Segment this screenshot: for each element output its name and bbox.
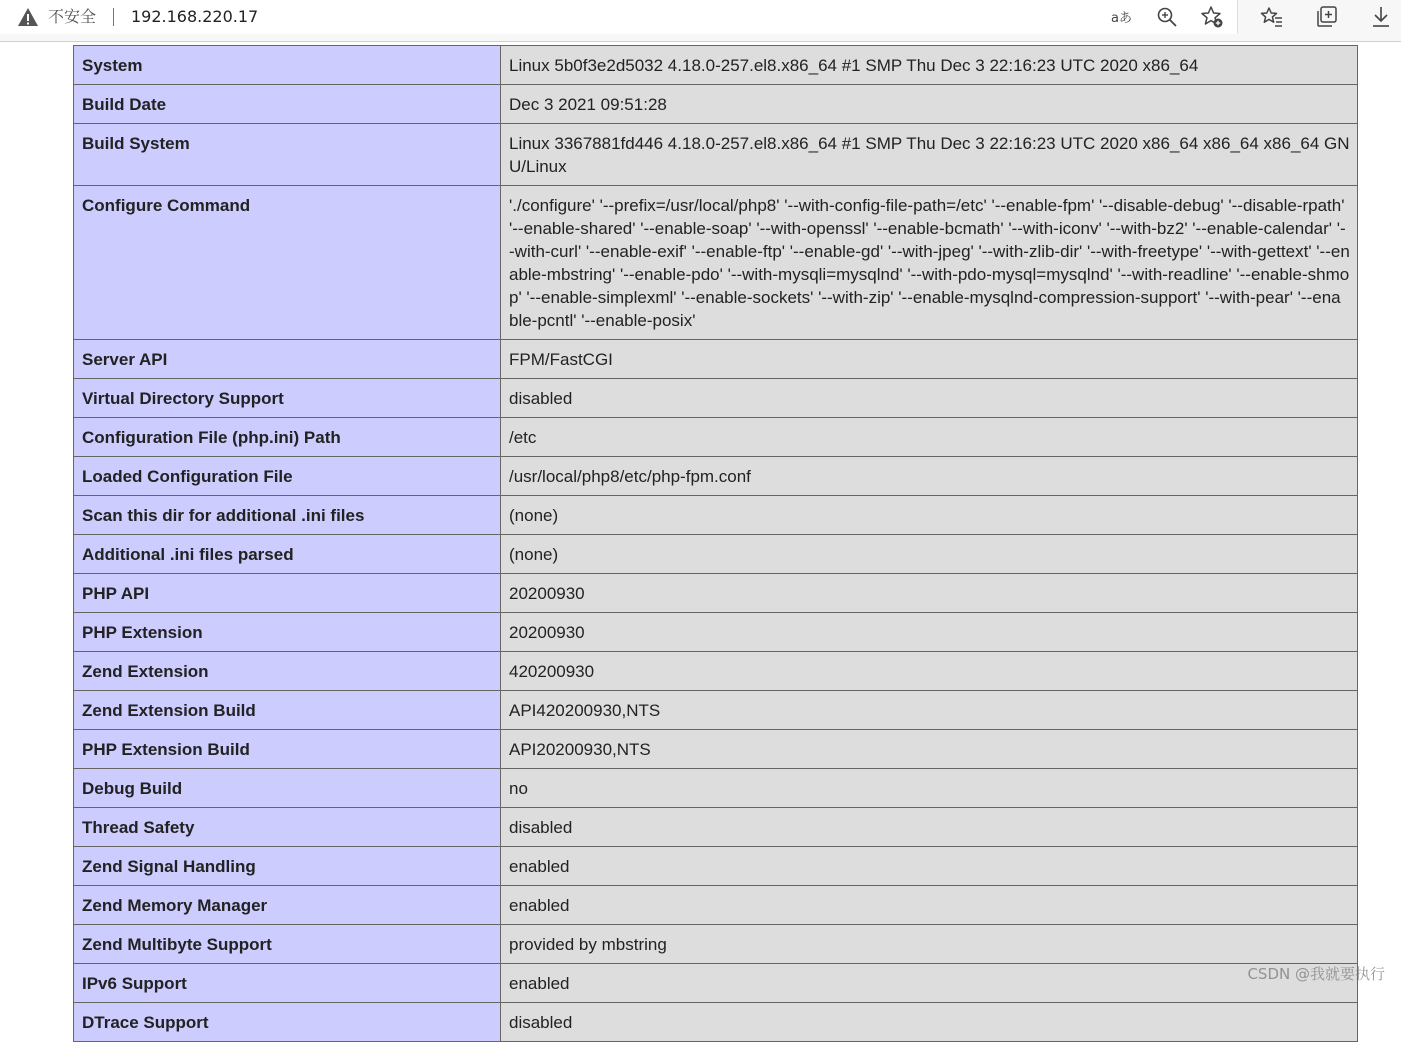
row-key: PHP Extension [74, 613, 501, 652]
read-aloud-icon[interactable] [1109, 4, 1135, 30]
downloads-icon[interactable] [1368, 4, 1394, 30]
row-value: 20200930 [501, 613, 1358, 652]
address-divider [113, 8, 114, 26]
security-label[interactable]: 不安全 [48, 7, 97, 26]
phpinfo-table [73, 45, 1358, 1042]
row-key: PHP API [74, 574, 501, 613]
row-key: Build System [74, 124, 501, 186]
row-value: './configure' '--prefix=/usr/local/php8' '--with-config-file-path=/etc' '--enable-fpm' '--disable-debug' '--disable-rpath' '--enable-shared' '--enable-soap' '--with-openssl' '--enable-bcmath' '--with-iconv' '--with-bz2' '--enable-calendar' '--with-curl' '--enable-exif' '--enable-ftp' '--enable-gd' '--with-jpeg' '--with-zlib-dir' '--with-freetype' '--with-gettext' '--enable-mbstring' '--enable-pdo' '--with-mysqli=mysqlnd' '--with-pdo-mysql=mysqlnd' '--with-readline' '--enable-shmop' '--enable-simplexml' '--enable-sockets' '--with-zip' '--enable-mysqlnd-compression-support' '--with-pear' '--enable-pcntl' '--enable-posix' [501, 186, 1358, 340]
row-key: Zend Signal Handling [74, 847, 501, 886]
table-row [74, 925, 1358, 964]
browser-toolbar [0, 0, 1401, 42]
row-key: Thread Safety [74, 808, 501, 847]
warning-icon[interactable] [16, 6, 40, 28]
table-row [74, 652, 1358, 691]
row-key: PHP Extension Build [74, 730, 501, 769]
table-row [74, 496, 1358, 535]
row-key: Virtual Directory Support [74, 379, 501, 418]
table-row [74, 574, 1358, 613]
row-key: Configuration File (php.ini) Path [74, 418, 501, 457]
zoom-icon[interactable] [1154, 4, 1180, 30]
table-row [74, 730, 1358, 769]
table-row [74, 418, 1358, 457]
row-value: disabled [501, 1003, 1358, 1042]
row-value: disabled [501, 808, 1358, 847]
row-value: (none) [501, 535, 1358, 574]
add-favorite-icon[interactable] [1199, 4, 1225, 30]
row-key: Server API [74, 340, 501, 379]
table-row [74, 535, 1358, 574]
row-key: DTrace Support [74, 1003, 501, 1042]
row-key: Configure Command [74, 186, 501, 340]
watermark-text: CSDN @我就要执行 [1247, 965, 1385, 983]
row-value: API20200930,NTS [501, 730, 1358, 769]
row-value: enabled [501, 964, 1358, 1003]
row-value: API420200930,NTS [501, 691, 1358, 730]
row-value: 420200930 [501, 652, 1358, 691]
row-value: (none) [501, 496, 1358, 535]
row-key: IPv6 Support [74, 964, 501, 1003]
table-row [74, 808, 1358, 847]
row-key: Zend Extension Build [74, 691, 501, 730]
table-row [74, 46, 1358, 85]
table-row [74, 886, 1358, 925]
row-value: no [501, 769, 1358, 808]
row-key: Debug Build [74, 769, 501, 808]
row-key: Build Date [74, 85, 501, 124]
favorites-icon[interactable] [1259, 4, 1285, 30]
table-row [74, 457, 1358, 496]
svg-text:aあ: aあ [1111, 11, 1132, 26]
phpinfo-page [0, 42, 1401, 1032]
row-key: Scan this dir for additional .ini files [74, 496, 501, 535]
row-key: Zend Multibyte Support [74, 925, 501, 964]
url-text[interactable]: 192.168.220.17 [131, 7, 259, 26]
table-row [74, 85, 1358, 124]
row-value: Linux 3367881fd446 4.18.0-257.el8.x86_64 #1 SMP Thu Dec 3 22:16:23 UTC 2020 x86_64 x86_64 x86_64 GNU/Linux [501, 124, 1358, 186]
table-row [74, 769, 1358, 808]
row-value: disabled [501, 379, 1358, 418]
row-value: Dec 3 2021 09:51:28 [501, 85, 1358, 124]
table-row [74, 613, 1358, 652]
row-key: Zend Memory Manager [74, 886, 501, 925]
phpinfo-table-body [74, 46, 1358, 1042]
row-value: enabled [501, 886, 1358, 925]
row-value: Linux 5b0f3e2d5032 4.18.0-257.el8.x86_64 #1 SMP Thu Dec 3 22:16:23 UTC 2020 x86_64 [501, 46, 1358, 85]
row-key: Additional .ini files parsed [74, 535, 501, 574]
address-bar[interactable] [0, 0, 1238, 34]
table-row [74, 847, 1358, 886]
table-row [74, 379, 1358, 418]
row-key: Loaded Configuration File [74, 457, 501, 496]
table-row [74, 186, 1358, 340]
row-value: provided by mbstring [501, 925, 1358, 964]
row-value: /usr/local/php8/etc/php-fpm.conf [501, 457, 1358, 496]
row-value: enabled [501, 847, 1358, 886]
row-value: 20200930 [501, 574, 1358, 613]
table-row [74, 964, 1358, 1003]
table-row [74, 124, 1358, 186]
collections-icon[interactable] [1314, 4, 1340, 30]
row-key: System [74, 46, 501, 85]
table-row [74, 1003, 1358, 1042]
row-key: Zend Extension [74, 652, 501, 691]
row-value: FPM/FastCGI [501, 340, 1358, 379]
row-value: /etc [501, 418, 1358, 457]
table-row [74, 691, 1358, 730]
table-row [74, 340, 1358, 379]
